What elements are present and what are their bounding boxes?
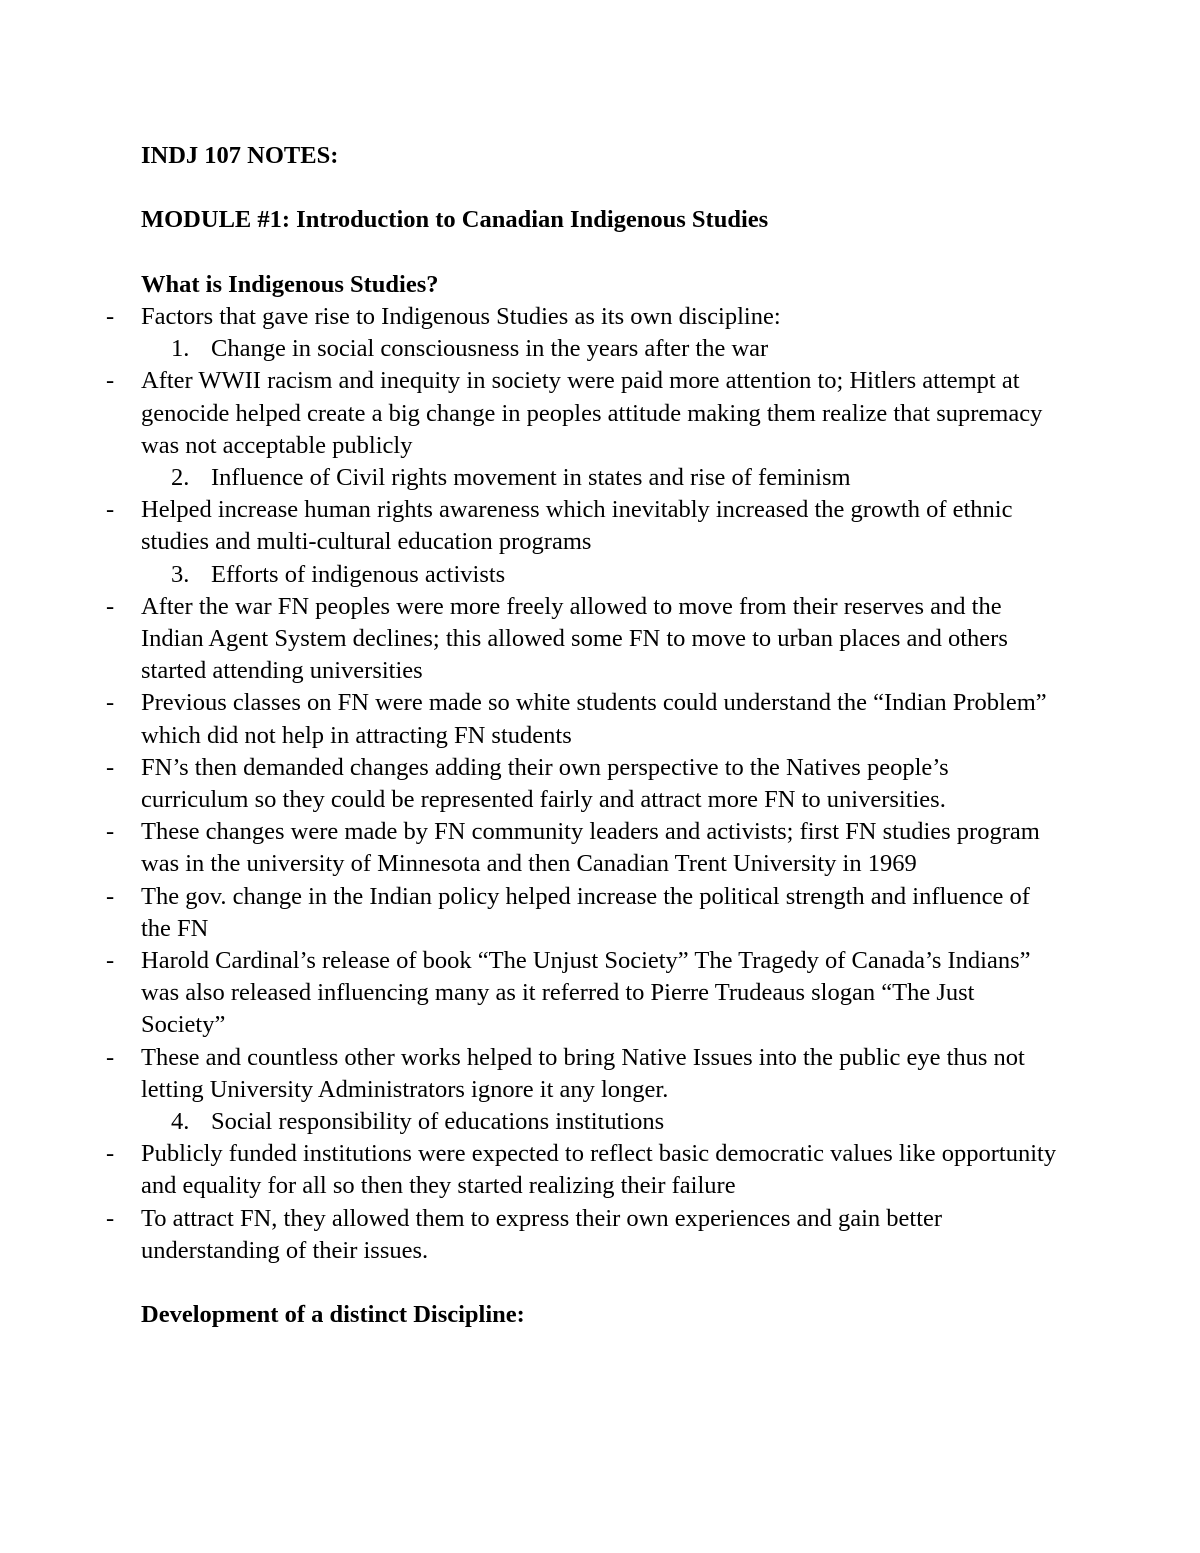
spacer — [141, 172, 1061, 204]
item-text: After the war FN peoples were more freely allowed to move from their reserves and the Indian Agent System declines; this allowed some FN to move to urban places and others started attending universities — [141, 592, 1008, 685]
bullet-item — [106, 687, 1061, 751]
spacer — [141, 237, 1061, 269]
item-number: 2. — [171, 464, 190, 491]
bullet-item — [106, 1203, 1061, 1267]
numbered-item — [141, 333, 1061, 365]
bullet-item — [106, 945, 1061, 1042]
item-text: FN’s then demanded changes adding their own perspective to the Natives people’s curriculum so they could be represented fairly and attract more FN to universities. — [141, 753, 949, 814]
item-text: Factors that gave rise to Indigenous Studies as its own discipline: — [141, 302, 781, 330]
item-text: Helped increase human rights awareness which inevitably increased the growth of ethnic studies and multi-cultural education programs — [141, 496, 1013, 556]
bullet-dash: - — [106, 592, 115, 620]
item-text: Social responsibility of educations institutions — [211, 1108, 665, 1136]
numbered-item — [141, 462, 1061, 494]
item-text: Previous classes on FN were made so white students could understand the “Indian Problem” which did not help in attracting FN students — [141, 689, 1047, 749]
document-body — [106, 140, 1061, 1331]
module-title: MODULE #1: Introduction to Canadian Indigenous Studies — [141, 206, 769, 234]
section-heading: What is Indigenous Studies? — [141, 270, 439, 298]
bullet-dash: - — [106, 753, 115, 781]
item-text: To attract FN, they allowed them to express their own experiences and gain better understanding of their issues. — [141, 1204, 943, 1264]
bullet-item — [106, 1138, 1061, 1202]
item-text: Influence of Civil rights movement in states and rise of feminism — [211, 464, 851, 491]
bullet-dash: - — [106, 947, 115, 975]
item-number: 4. — [171, 1108, 190, 1136]
item-text: Efforts of indigenous activists — [211, 560, 506, 588]
bullet-item — [106, 301, 1061, 333]
next-heading: Development of a distinct Discipline: — [141, 1301, 525, 1329]
bullet-item — [106, 816, 1061, 880]
notes-list — [106, 301, 1061, 1267]
bullet-item — [106, 752, 1061, 816]
bullet-item — [106, 591, 1061, 688]
numbered-item — [141, 1106, 1061, 1138]
bullet-dash: - — [106, 1204, 115, 1232]
item-text: These and countless other works helped to bring Native Issues into the public eye thus not letting University Administrators ignore it any longer. — [141, 1043, 1025, 1103]
bullet-item — [106, 494, 1061, 558]
spacer — [141, 1267, 1061, 1299]
bullet-dash: - — [106, 882, 115, 910]
bullet-dash: - — [106, 818, 115, 846]
doc-title: INDJ 107 NOTES: — [141, 142, 339, 169]
item-text: Publicly funded institutions were expected to reflect basic democratic values like opportunity and equality for all so then they started realizing their failure — [141, 1140, 1057, 1200]
item-number: 3. — [171, 560, 190, 588]
item-text: After WWII racism and inequity in society were paid more attention to; Hitlers attempt at genocide helped create a big change in peoples attitude making them realize that supremacy was not acceptable publicly — [141, 367, 1043, 459]
item-text: Change in social consciousness in the years after the war — [211, 335, 769, 363]
bullet-item — [106, 1042, 1061, 1106]
bullet-dash: - — [106, 367, 115, 395]
item-text: The gov. change in the Indian policy helped increase the political strength and influence of the FN — [141, 882, 1030, 942]
numbered-item — [141, 559, 1061, 591]
bullet-dash: - — [106, 1043, 115, 1071]
item-number: 1. — [171, 335, 190, 363]
item-text: These changes were made by FN community leaders and activists; first FN studies program was in the university of Minnesota and then Canadian Trent University in 1969 — [141, 818, 1040, 878]
bullet-item — [106, 365, 1061, 462]
item-text: Harold Cardinal’s release of book “The Unjust Society” The Tragedy of Canada’s Indians” was also released influencing many as it referred to Pierre Trudeaus slogan “The Just Society” — [141, 947, 1031, 1039]
bullet-item — [106, 881, 1061, 945]
bullet-dash: - — [106, 1140, 115, 1168]
bullet-dash: - — [106, 689, 115, 717]
bullet-dash: - — [106, 302, 115, 330]
bullet-dash: - — [106, 496, 115, 524]
